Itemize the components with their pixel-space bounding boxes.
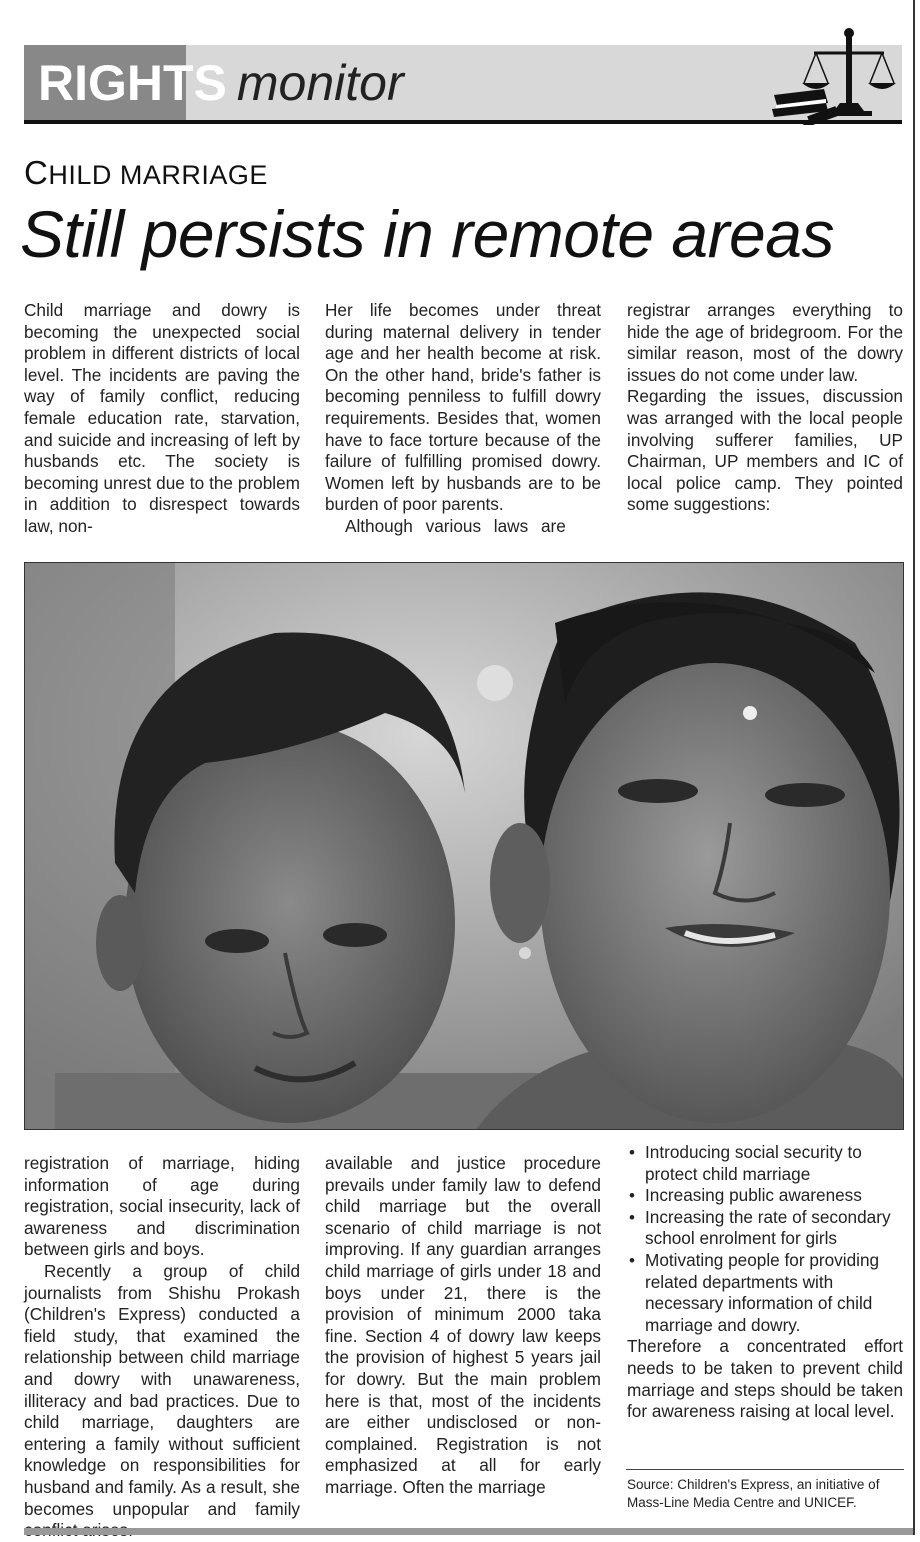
scales-of-justice-icon (746, 25, 906, 125)
kicker-rest: HILD MARRIAGE (48, 160, 268, 190)
bot-col1-paragraph-1: registration of marriage, hiding information of age during registration, social insecurity, lack of awareness and discrimination between girls and boys. (24, 1153, 300, 1260)
masthead-title-monitor: monitor (236, 55, 404, 111)
kicker-initial: C (24, 154, 49, 191)
top-col3-paragraph-1: registrar arranges everything to hide the age of bridegroom. For the similar reason, most of the dowry issues do not come under law. (627, 300, 903, 385)
bottom-column-1 (24, 1153, 300, 1542)
top-column-1 (24, 300, 300, 538)
bot-col2-paragraph: available and justice procedure prevails under family law to defend child marriage but the overall scenario of child marriage is not improving. If any guardian arranges child marriage of girls under 18 and boys under 21, there is the provision of minimum 2000 taka fine. Section 4 of dowry law keeps the provision of highest 5 years jail for dowry. But the main problem here is that, most of the incidents are either undisclosed or non-complained. Registration is not emphasized at all for early marriage. Often the marriage (325, 1153, 601, 1497)
boy-and-girl-photo (24, 562, 904, 1130)
top-column-2 (325, 300, 601, 538)
top-col2-paragraph-2: Although various laws are (345, 515, 566, 536)
masthead-title (38, 55, 404, 111)
top-column-3 (627, 300, 903, 516)
page-right-rule (913, 0, 915, 1535)
bottom-column-2 (325, 1153, 601, 1499)
suggestion-item: • Increasing public awareness (627, 1185, 903, 1207)
masthead (24, 45, 902, 120)
suggestion-item: • Introducing social security to protect child marriage (627, 1142, 903, 1185)
source-credit: Source: Children's Express, an initiative of Mass-Line Media Centre and UNICEF. (627, 1477, 880, 1510)
masthead-rule (24, 120, 902, 124)
article-headline: Still persists in remote areas (20, 197, 834, 271)
suggestions-list (627, 1142, 903, 1336)
suggestion-item: • Motivating people for providing related departments with necessary information of child marriage and dowry. (627, 1250, 903, 1336)
photo-illustration (25, 563, 904, 1130)
top-col2-paragraph-1: Her life becomes under threat during maternal delivery in tender age and her health become at risk. On the other hand, bride's father is becoming penniless to fulfill dowry requirements. Besides that, women have to face torture because of the failure of fulfilling promised dowry. Women left by husbands are to be burden of poor parents. (325, 300, 601, 515)
article-kicker (24, 154, 268, 192)
bottom-column-3 (627, 1142, 903, 1423)
suggestion-item: • Increasing the rate of secondary school enrolment for girls (627, 1207, 903, 1250)
top-col1-paragraph: Child marriage and dowry is becoming the unexpected social problem in different districts of local level. The incidents are paving the way of family conflict, reducing female education rate, starvation, and suicide and increasing of left by husbands etc. The society is becoming unrest due to the problem in addition to disrespect towards law, non- (24, 300, 300, 536)
top-col3-paragraph-2: Regarding the issues, discussion was arranged with the local people involving sufferer families, UP Chairman, UP members and IC of local police camp. They pointed some suggestions: (627, 386, 903, 515)
conclusion-paragraph: Therefore a concentrated effort needs to be taken to prevent child marriage and steps should be taken for awareness raising at local level. (627, 1336, 903, 1422)
masthead-title-rights: RIGHTS (38, 55, 227, 111)
bot-col1-paragraph-2: Recently a group of child journalists from Shishu Prokash (Children's Express) conducted a field study, that examined the relationship between child marriage and dowry with unawareness, illiteracy and bad practices. Due to child marriage, daughters are entering a family without sufficient knowledge on responsibilities for husband and family. As a result, she becomes unpopular and family (24, 1260, 300, 1519)
source-divider (626, 1469, 904, 1470)
footer-rule (24, 1528, 913, 1535)
